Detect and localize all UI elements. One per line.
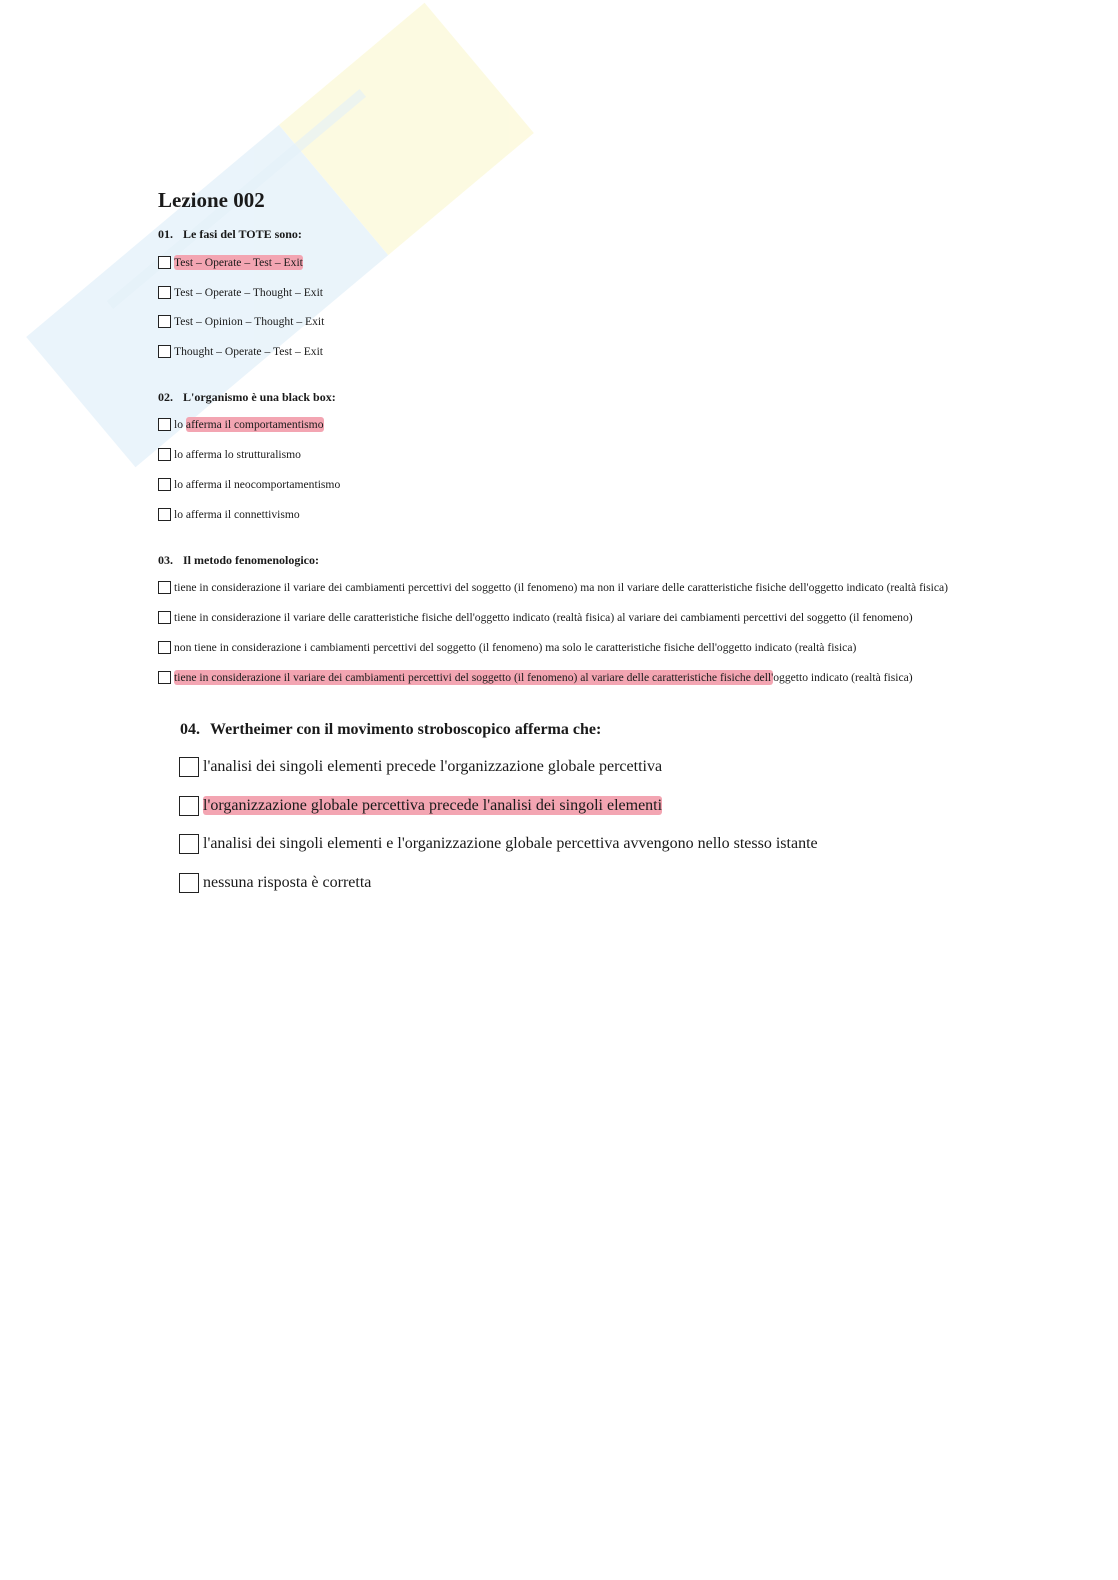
checkbox[interactable] <box>179 834 199 854</box>
option-label <box>174 478 340 491</box>
answer-option[interactable] <box>179 834 818 854</box>
answer-option[interactable] <box>158 286 323 299</box>
checkbox[interactable] <box>158 345 171 358</box>
question-heading <box>158 553 319 568</box>
question-number: 01. <box>158 227 173 241</box>
option-text: non tiene in considerazione i cambiamenti percettivi del soggetto (il fenomeno) ma solo le caratteristiche fisiche dell'oggetto indicato (realtà fisica) <box>174 641 857 654</box>
highlighted-answer-text: afferma il comportamentismo <box>185 418 324 431</box>
answer-option[interactable] <box>158 611 913 624</box>
question-text: L'organismo è una black box: <box>183 390 336 404</box>
option-label <box>174 418 324 431</box>
answer-option[interactable] <box>158 315 324 328</box>
checkbox[interactable] <box>158 448 171 461</box>
checkbox[interactable] <box>158 478 171 491</box>
option-text: lo <box>174 418 186 431</box>
option-text: lo afferma il connettivismo <box>174 508 300 521</box>
highlighted-answer-text: Test – Operate – Test – Exit <box>174 256 303 269</box>
question-heading <box>180 721 601 739</box>
question-text: Il metodo fenomenologico: <box>183 553 319 567</box>
checkbox[interactable] <box>158 611 171 624</box>
option-text: l'analisi dei singoli elementi precede l'organizzazione globale percettiva <box>203 758 663 775</box>
option-text: tiene in considerazione il variare delle caratteristiche fisiche dell'oggetto indicato (realtà fisica) al variare dei cambiamenti percettivi del soggetto (il fenomeno) <box>174 611 913 624</box>
option-label <box>174 315 324 328</box>
answer-option[interactable] <box>158 345 323 358</box>
answer-option[interactable] <box>158 671 913 684</box>
answer-option[interactable] <box>158 641 856 654</box>
option-label <box>174 641 856 654</box>
checkbox[interactable] <box>179 757 199 777</box>
option-text: Test – Operate – Thought – Exit <box>174 286 324 299</box>
option-label <box>174 256 303 269</box>
checkbox[interactable] <box>158 641 171 654</box>
highlighted-answer-text: l'organizzazione globale percettiva precede l'analisi dei singoli elementi <box>203 797 663 814</box>
question-number: 04. <box>180 721 200 738</box>
answer-option[interactable] <box>158 448 301 461</box>
answer-option[interactable] <box>158 256 303 269</box>
checkbox[interactable] <box>158 286 171 299</box>
checkbox[interactable] <box>179 796 199 816</box>
answer-option[interactable] <box>179 757 662 777</box>
answer-option[interactable] <box>179 873 371 893</box>
option-text-rest: oggetto indicato (realtà fisica) <box>773 671 913 684</box>
checkbox[interactable] <box>179 873 199 893</box>
checkbox[interactable] <box>158 315 171 328</box>
question-text: Wertheimer con il movimento stroboscopico afferma che: <box>210 721 602 738</box>
question-text: Le fasi del TOTE sono: <box>183 227 302 241</box>
option-label <box>174 508 300 521</box>
option-label <box>203 835 818 853</box>
option-text: tiene in considerazione il variare dei cambiamenti percettivi del soggetto (il fenomeno) ma non il variare delle caratteristiche fisiche dell'oggetto indicato (realtà fisica) <box>174 581 949 594</box>
option-label <box>203 797 662 815</box>
option-label <box>174 286 323 299</box>
checkbox[interactable] <box>158 508 171 521</box>
option-text: Test – Opinion – Thought – Exit <box>174 315 325 328</box>
question-number: 02. <box>158 390 173 404</box>
highlighted-answer-text: tiene in considerazione il variare dei cambiamenti percettivi del soggetto (il fenomeno) al variare delle caratteristiche fisiche dell' <box>174 671 774 684</box>
option-label <box>174 448 301 461</box>
answer-option[interactable] <box>158 581 948 594</box>
answer-option[interactable] <box>158 508 300 521</box>
question-heading <box>158 227 302 242</box>
option-text: lo afferma lo strutturalismo <box>174 448 301 461</box>
option-label <box>174 581 948 594</box>
question-heading <box>158 390 336 405</box>
answer-option[interactable] <box>158 478 340 491</box>
option-label <box>174 671 913 684</box>
option-text: Thought – Operate – Test – Exit <box>174 345 324 358</box>
checkbox[interactable] <box>158 256 171 269</box>
checkbox[interactable] <box>158 581 171 594</box>
option-label <box>203 758 662 776</box>
page-title: Lezione 002 <box>158 188 265 212</box>
option-text: l'analisi dei singoli elementi e l'organizzazione globale percettiva avvengono nello stesso istante <box>203 835 818 852</box>
question-number: 03. <box>158 553 173 567</box>
answer-option[interactable] <box>179 796 662 816</box>
checkbox[interactable] <box>158 671 171 684</box>
option-text: nessuna risposta è corretta <box>203 874 372 891</box>
option-label <box>174 611 913 624</box>
checkbox[interactable] <box>158 418 171 431</box>
option-label <box>203 874 371 892</box>
answer-option[interactable] <box>158 418 324 431</box>
option-label <box>174 345 323 358</box>
option-text: lo afferma il neocomportamentismo <box>174 478 341 491</box>
